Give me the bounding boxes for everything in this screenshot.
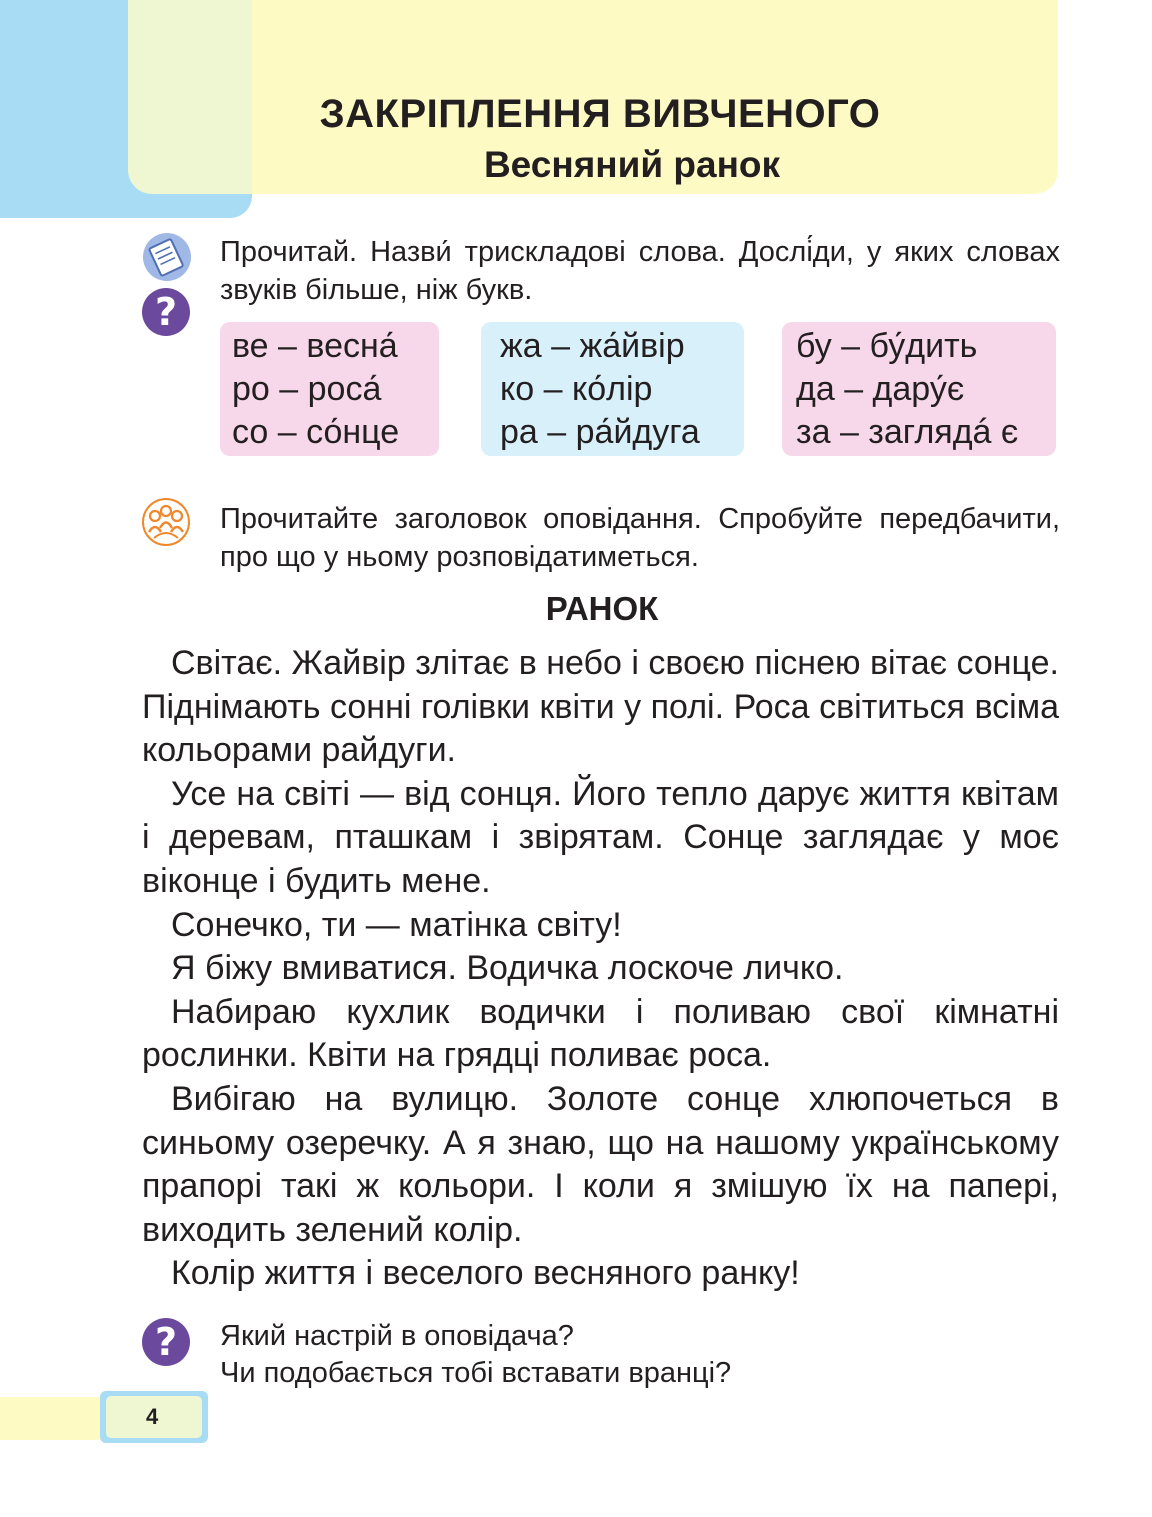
story-paragraph: Усе на світі — від сонця. Його тепло дарує життя квітам і деревам, пташкам і звірятам. Сонце заглядає у моє віконце і будить мене. xyxy=(142,774,1059,900)
word-line: ро – роса́ xyxy=(232,370,382,408)
question-icon: ? xyxy=(142,1318,190,1366)
group-icon xyxy=(142,498,190,546)
word-line: бу – бу́дить xyxy=(796,327,978,365)
story-paragraph: Сонечко, ти — матінка світу! xyxy=(171,905,622,944)
page-number: 4 xyxy=(146,1404,159,1429)
story-paragraph: Набираю кухлик водички і поливаю свої кімнатні рослинки. Квіти на грядці поливає роса. xyxy=(142,992,1059,1075)
question-line: Чи подобається тобі вставати вранці? xyxy=(220,1357,732,1389)
word-line: ве – весна́ xyxy=(232,327,398,365)
word-line: со – со́нце xyxy=(232,413,400,451)
header-green-band xyxy=(128,0,258,194)
word-line: да – дару́є xyxy=(796,370,965,408)
story-paragraph: Світає. Жайвір злітає в небо і своєю піснею вітає сонце. Піднімають сонні голівки квіти у полі. Роса світиться всіма кольорами райдуги. xyxy=(142,644,1059,770)
questions xyxy=(220,1318,1060,1392)
story-title: РАНОК xyxy=(545,590,659,627)
page-title: ЗАКРІПЛЕННЯ ВИВЧЕНОГО xyxy=(319,92,881,136)
story-paragraph: Я біжу вмиватися. Водичка лоскоче личко. xyxy=(171,949,844,988)
word-line: ко – ко́лір xyxy=(500,370,653,408)
page-subtitle: Весняний ранок xyxy=(483,144,781,185)
word-box-2 xyxy=(481,322,744,456)
story-paragraph: Колір життя і веселого весняного ранку! xyxy=(171,1254,800,1293)
question-icon: ? xyxy=(142,288,190,336)
word-line: жа – жа́йвір xyxy=(500,327,685,365)
task1-instruction: Прочитай. Назви́ трискладові слова. Дослі́ди, у яких словах звуків більше, ніж букв. xyxy=(220,236,1060,306)
story-paragraph: Вибігаю на вулицю. Золоте сонце хлюпочеться в синьому озеречку. А я знаю, що на нашому українському прапорі такі ж кольори. І коли я змішую їх на папері, виходить зелений колір. xyxy=(142,1079,1059,1249)
word-line: ра – ра́йдуга xyxy=(500,413,700,451)
task2-instruction: Прочитайте заголовок оповідання. Спробуйте передбачити, про що у ньому розповідатиметься. xyxy=(220,503,1060,573)
question-line: Який настрій в оповідача? xyxy=(220,1320,574,1352)
notebook-icon xyxy=(142,232,190,280)
word-line: за – заглядá є xyxy=(796,413,1019,451)
story-text xyxy=(142,642,1059,1296)
word-box-1 xyxy=(220,322,439,456)
word-box-3 xyxy=(782,322,1056,456)
